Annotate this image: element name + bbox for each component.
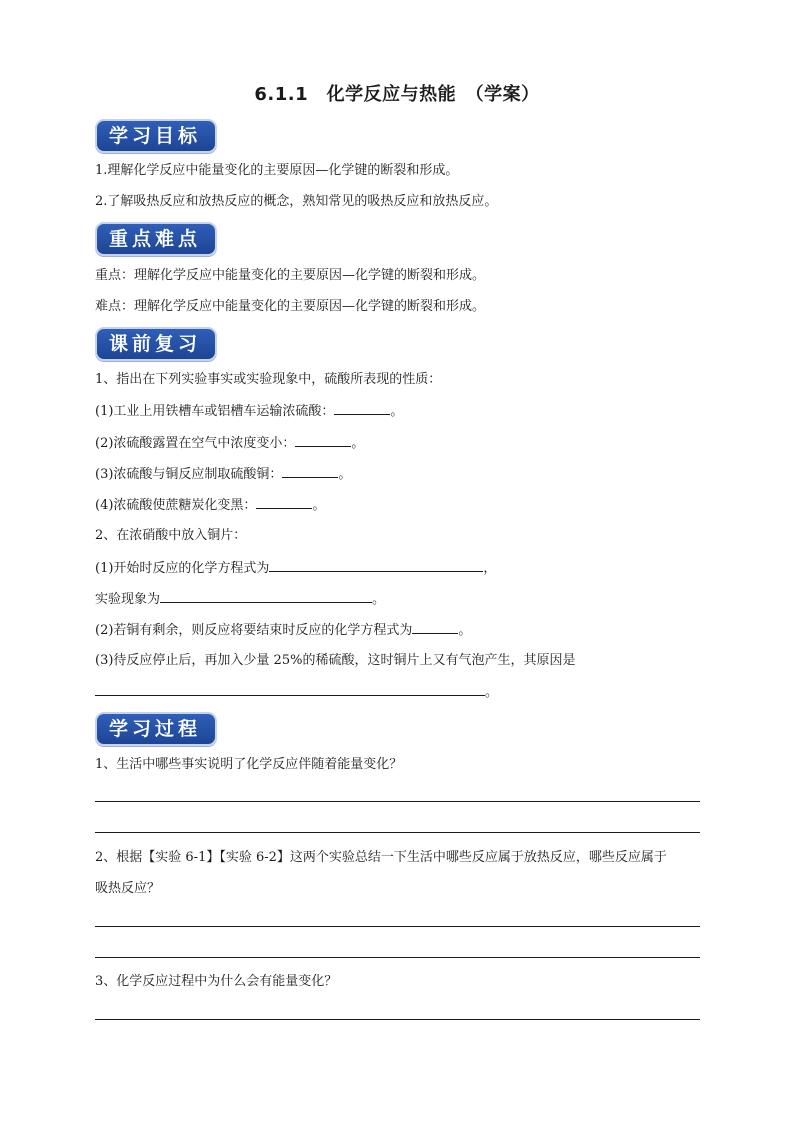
review-question-1-3 — [95, 465, 351, 484]
review-question-2-3: (3)待反应停止后，再加入少量 25%的稀硫酸，这时铜片上又有气泡产生，其原因是 — [95, 653, 576, 668]
question-text: (3)浓硫酸与铜反应制取硫酸铜： — [95, 467, 283, 482]
objective-item-1: 1.理解化学反应中能量变化的主要原因—化学键的断裂和形成。 — [95, 163, 459, 178]
key-point-item: 重点：理解化学反应中能量变化的主要原因—化学键的断裂和形成。 — [95, 268, 486, 283]
answer-line[interactable] — [95, 957, 700, 958]
period: 。 — [390, 404, 404, 419]
question-text: (1)开始时反应的化学方程式为 — [95, 561, 270, 576]
review-question-1-4 — [95, 496, 325, 515]
period: 。 — [458, 623, 472, 638]
review-question-2-2 — [95, 621, 471, 640]
process-question-2-cont: 吸热反应？ — [95, 881, 161, 896]
section-heading-key-points: 重点难点 — [95, 222, 217, 256]
review-question-1: 1、指出在下列实验事实或实验现象中，硫酸所表现的性质： — [95, 372, 442, 387]
answer-blank[interactable] — [269, 559, 483, 572]
answer-blank[interactable] — [412, 621, 458, 634]
section-heading-process: 学习过程 — [95, 712, 217, 746]
page-title: 6.1.1 化学反应与热能 （学案） — [254, 84, 540, 105]
answer-blank[interactable] — [160, 590, 372, 603]
answer-blank[interactable] — [282, 465, 338, 478]
answer-line[interactable] — [95, 926, 700, 927]
question-text: (1)工业上用铁槽车或铝槽车运输浓硫酸： — [95, 404, 335, 419]
question-text: (4)浓硫酸使蔗糖炭化变黑： — [95, 498, 257, 513]
answer-line[interactable] — [95, 1019, 700, 1020]
section-heading-review: 课前复习 — [95, 327, 217, 361]
question-text: 实验现象为 — [95, 592, 161, 607]
review-question-2-1 — [95, 559, 496, 578]
period: 。 — [351, 436, 365, 451]
answer-blank[interactable] — [334, 402, 390, 415]
review-question-2: 2、在浓硝酸中放入铜片： — [95, 528, 247, 543]
period: 。 — [338, 467, 352, 482]
period: 。 — [312, 498, 326, 513]
answer-blank[interactable] — [256, 496, 312, 509]
difficult-point-item: 难点：理解化学反应中能量变化的主要原因—化学键的断裂和形成。 — [95, 299, 486, 314]
section-heading-objectives: 学习目标 — [95, 119, 217, 153]
process-question-3: 3、化学反应过程中为什么会有能量变化？ — [95, 974, 338, 989]
answer-blank[interactable] — [95, 683, 485, 696]
question-text: (2)浓硫酸露置在空气中浓度变小： — [95, 436, 296, 451]
process-question-1: 1、生活中哪些事实说明了化学反应伴随着能量变化？ — [95, 757, 403, 772]
process-question-2: 2、根据【实验 6-1】【实验 6-2】这两个实验总结一下生活中哪些反应属于放热反应，哪些反应属于 — [95, 850, 667, 865]
period: 。 — [485, 685, 499, 700]
answer-blank[interactable] — [295, 434, 351, 447]
review-question-1-1 — [95, 402, 403, 421]
answer-line[interactable] — [95, 801, 700, 802]
review-question-2-1b — [95, 590, 385, 609]
question-text: (2)若铜有剩余，则反应将要结束时反应的化学方程式为 — [95, 623, 413, 638]
comma: ， — [483, 561, 497, 576]
answer-line[interactable] — [95, 832, 700, 833]
objective-item-2: 2.了解吸热反应和放热反应的概念，熟知常见的吸热反应和放热反应。 — [95, 194, 498, 209]
review-question-1-2 — [95, 434, 364, 453]
period: 。 — [372, 592, 386, 607]
review-question-2-3-answer — [95, 683, 498, 702]
